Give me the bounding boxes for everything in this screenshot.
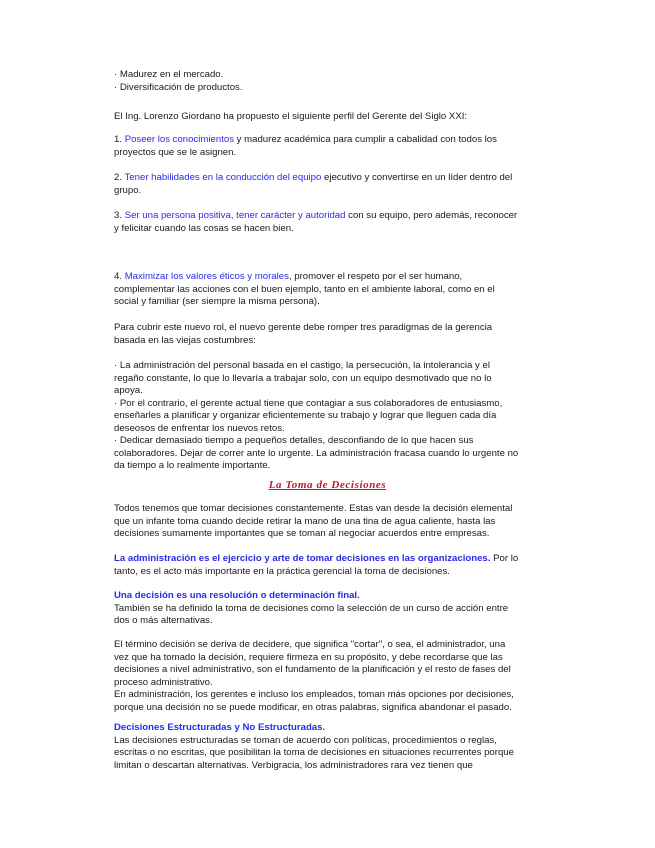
- paragraph-line: Todos tenemos que tomar decisiones constantemente. Estas van desde la decisión elemental: [114, 503, 513, 514]
- paragraph-line: limitan o descartan alternativas. Verbigracia, los administradores rara vez tienen que: [114, 759, 473, 771]
- intro-paragraph: [114, 111, 534, 124]
- decisions-paragraph: [114, 503, 534, 541]
- paragraph-line: · Dedicar demasiado tiempo a pequeños detalles, desconfiando de lo que hacen sus: [114, 435, 474, 446]
- item-text: complementar las acciones con el buen ejemplo, tanto en el ambiente laboral, como en el: [114, 283, 495, 295]
- item-number: 3.: [114, 210, 123, 221]
- profile-item-4: [114, 271, 534, 309]
- item-text: social y familiar (ser siempre la misma persona).: [114, 296, 320, 307]
- bullet-list-top: [114, 69, 534, 94]
- paragraph-line: que un infante toma cuando decide retirar la mano de una tina de agua caliente, hasta las: [114, 515, 496, 527]
- item-text: proyectos que se le asignen.: [114, 146, 237, 158]
- profile-item-3: [114, 210, 534, 235]
- paradigms-intro: [114, 322, 534, 347]
- paragraph-line: tanto, es el acto más importante en la práctica gerencial la toma de decisiones.: [114, 565, 450, 577]
- admin-definition-bold: La administración es el ejercicio y arte de tomar decisiones en las organizaciones.: [114, 553, 491, 564]
- section-title: La Toma de Decisiones: [268, 479, 387, 491]
- paragraph-line: deseosos de enfrentar los nuevos retos.: [114, 422, 285, 434]
- profile-item-2: [114, 172, 534, 197]
- item-number: 2.: [114, 172, 123, 183]
- resolution-heading: Una decisión es una resolución o determinación final.: [114, 590, 360, 601]
- paragraph-line: · La administración del personal basada en el castigo, la persecución, la intolerancia y el: [114, 360, 490, 371]
- profile-link-3[interactable]: Ser una persona positiva, tener carácter y autoridad: [124, 210, 346, 221]
- paragraph-line: · Por el contrario, el gerente actual tiene que contagiar a sus colaboradores de entusiasmo,: [114, 397, 503, 409]
- paragraph-text: Por lo: [490, 553, 519, 564]
- paragraph-line: porque una decisión no se puede modificar, en otras palabras, significa abandonar el pasado.: [114, 701, 512, 713]
- paragraph-line: proceso administrativo.: [114, 676, 213, 688]
- item-text: , promover el respeto por el ser humano,: [288, 271, 463, 282]
- paragraph-line: El término decisión se deriva de decidere, que significa "cortar", o sea, el administrador, una: [114, 639, 506, 650]
- paragraph-line: basada en las viejas costumbres:: [114, 334, 256, 346]
- paragraph-line: vez que ha tomado la decisión, requiere firmeza en su propósito, y debe recordarse que las: [114, 651, 503, 663]
- paragraph-line: apoya.: [114, 385, 143, 396]
- item-text: y felicitar cuando las cosas se hacen bien.: [114, 222, 294, 234]
- paradigms-list: [114, 360, 534, 473]
- item-text: grupo.: [114, 184, 142, 196]
- profile-link-4[interactable]: Maximizar los valores éticos y morales: [124, 271, 289, 282]
- resolution-paragraph: [114, 590, 534, 628]
- item-number: 1.: [114, 134, 123, 145]
- bullet-item: · Diversificación de productos.: [114, 81, 243, 93]
- admin-definition: [114, 553, 534, 578]
- structured-heading: Decisiones Estructuradas y No Estructuradas.: [114, 722, 326, 733]
- paragraph-line: da tiempo a lo realmente importante.: [114, 460, 271, 471]
- profile-item-1: [114, 134, 534, 159]
- paragraph-line: colaboradores. Dejar de correr ante lo urgente. La administración fracasa cuando lo urgente no: [114, 447, 519, 459]
- paragraph-line: escritas o no escritas, que posibilitan la toma de decisiones en situaciones recurrentes porque: [114, 747, 514, 758]
- paragraph-line: En administración, los gerentes e incluso los empleados, toman más opciones por decisiones,: [114, 689, 514, 700]
- paragraph-line: decisiones a nivel administrativo, son el fundamento de la planificación y el resto de fases del: [114, 664, 511, 675]
- structured-decisions: [114, 722, 534, 772]
- paragraph-line: Las decisiones estructuradas se toman de acuerdo con políticas, procedimientos o reglas,: [114, 734, 497, 746]
- paragraph-line: dos o más alternativas.: [114, 615, 213, 626]
- item-text: con su equipo, pero además, reconocer: [345, 210, 518, 221]
- paragraph-line: También se ha definido la toma de decisiones como la selección de un curso de acción entre: [114, 602, 509, 614]
- intro-text: El Ing. Lorenzo Giordano ha propuesto el siguiente perfil del Gerente del Siglo XXI:: [114, 111, 468, 122]
- profile-link-2[interactable]: Tener habilidades en la conducción del equipo: [124, 172, 322, 183]
- item-number: 4.: [114, 271, 123, 282]
- item-text: ejecutivo y convertirse en un líder dentro del: [321, 172, 513, 183]
- paragraph-line: enseñarles a planificar y organizar eficientemente su trabajo y lograr que lleguen cada día: [114, 410, 497, 421]
- item-text: y madurez académica para cumplir a cabalidad con todos los: [234, 134, 497, 145]
- paragraph-line: decisiones sumamente importantes que se toman al negociar acuerdos entre empresas.: [114, 528, 490, 539]
- profile-link-1[interactable]: Poseer los conocimientos: [124, 134, 235, 145]
- bullet-item: · Madurez en el mercado.: [114, 69, 224, 80]
- etymology-paragraph: [114, 639, 534, 714]
- paragraph-line: Para cubrir este nuevo rol, el nuevo gerente debe romper tres paradigmas de la gerencia: [114, 322, 493, 333]
- paragraph-line: regaño constante, lo que lo llevaría a trabajar solo, con un equipo desmotivado que no lo: [114, 372, 492, 384]
